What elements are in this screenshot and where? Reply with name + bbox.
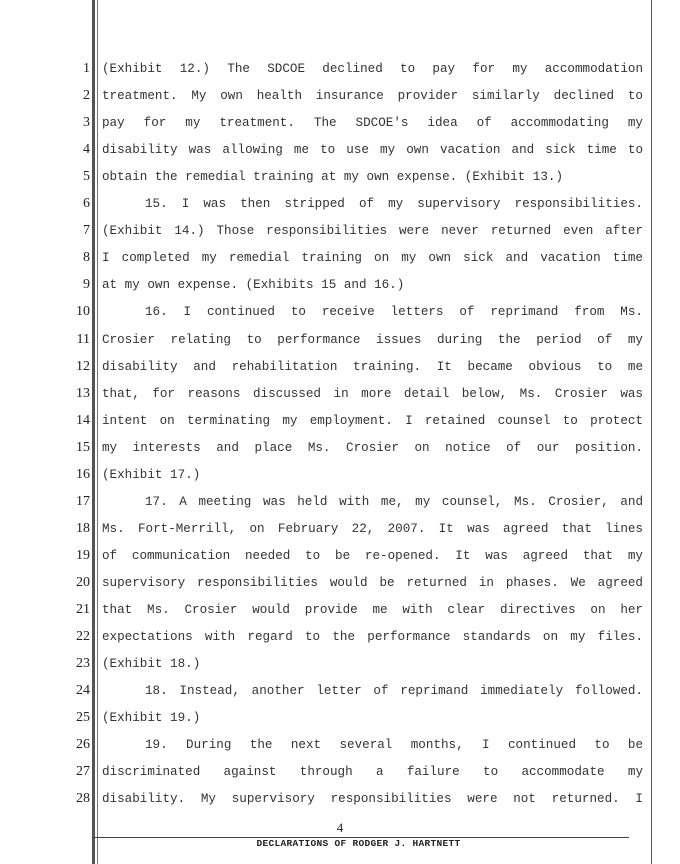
line-number: 19 xyxy=(76,547,90,563)
text-line: that, for reasons discussed in more detail below, Ms. Crosier was xyxy=(102,386,643,401)
line-number: 5 xyxy=(83,169,90,185)
text-line: disability and rehabilitation training. It became obvious to me xyxy=(102,359,643,374)
line-number: 13 xyxy=(76,385,90,401)
line-number: 2 xyxy=(83,88,90,104)
line-number: 22 xyxy=(76,629,90,645)
line-number: 17 xyxy=(76,493,90,509)
line-number: 28 xyxy=(76,791,90,807)
text-line: at my own expense. (Exhibits 15 and 16.) xyxy=(102,278,405,293)
text-line: my interests and place Ms. Crosier on notice of our position. xyxy=(102,440,643,455)
line-number: 1 xyxy=(83,61,90,76)
left-margin-rule-inner xyxy=(97,0,98,864)
text-line: discriminated against through a failure to accommodate my xyxy=(102,765,643,780)
text-line: (Exhibit 17.) xyxy=(102,467,201,482)
text-line: (Exhibit 14.) Those responsibilities were never returned even after xyxy=(102,224,643,239)
text-line: 15. I was then stripped of my supervisory responsibilities. xyxy=(145,197,643,212)
text-line: (Exhibit 18.) xyxy=(102,657,201,672)
line-number: 24 xyxy=(76,683,90,699)
text-line: expectations with regard to the performance standards on my files. xyxy=(102,630,643,645)
left-margin-rule xyxy=(92,0,95,864)
line-number: 12 xyxy=(76,358,90,374)
line-number: 25 xyxy=(76,710,90,726)
line-number: 9 xyxy=(83,277,90,293)
text-line: 18. Instead, another letter of reprimand immediately followed. xyxy=(145,684,643,699)
text-line: supervisory responsibilities would be returned in phases. We agreed xyxy=(102,575,643,590)
line-number: 14 xyxy=(76,412,90,428)
line-number: 23 xyxy=(76,656,90,672)
text-line: 17. A meeting was held with me, my counsel, Ms. Crosier, and xyxy=(145,494,643,509)
line-number: 15 xyxy=(76,439,90,455)
text-line: (Exhibit 12.) The SDCOE declined to pay for my accommodation xyxy=(102,62,643,76)
right-margin-rule xyxy=(651,0,652,864)
line-number: 11 xyxy=(76,331,90,347)
footer-title: DECLARATIONS OF RODGER J. HARTNETT xyxy=(256,838,461,849)
text-line: I completed my remedial training on my own sick and vacation time xyxy=(102,251,643,266)
page-number: 4 xyxy=(336,820,344,835)
text-line: disability was allowing me to use my own vacation and sick time to xyxy=(102,143,643,158)
line-number: 26 xyxy=(76,737,90,753)
line-number: 4 xyxy=(83,142,90,158)
text-line: Crosier relating to performance issues during the period of my xyxy=(102,332,643,347)
line-number: 6 xyxy=(83,196,90,212)
text-line: pay for my treatment. The SDCOE's idea of accommodating my xyxy=(102,116,643,131)
line-number: 8 xyxy=(83,250,90,266)
text-line: treatment. My own health insurance provider similarly declined to xyxy=(102,89,643,104)
line-number: 20 xyxy=(76,574,90,590)
text-line: 16. I continued to receive letters of reprimand from Ms. xyxy=(145,305,643,320)
text-line: intent on terminating my employment. I retained counsel to protect xyxy=(102,413,643,428)
text-line: that Ms. Crosier would provide me with clear directives on her xyxy=(102,603,643,617)
line-number: 10 xyxy=(76,304,90,320)
text-line: disability. My supervisory responsibilities were not returned. I xyxy=(102,792,643,807)
line-number: 27 xyxy=(76,764,90,780)
line-number: 3 xyxy=(83,115,90,131)
text-line: (Exhibit 19.) xyxy=(102,711,201,726)
text-line: obtain the remedial training at my own expense. (Exhibit 13.) xyxy=(102,170,564,185)
line-number: 18 xyxy=(76,520,90,536)
text-line: Ms. Fort-Merrill, on February 22, 2007. It was agreed that lines xyxy=(102,521,643,536)
text-line: of communication needed to be re-opened. It was agreed that my xyxy=(102,548,643,563)
line-number: 16 xyxy=(76,466,90,482)
text-line: 19. During the next several months, I continued to be xyxy=(145,738,643,753)
line-number: 7 xyxy=(83,223,90,239)
line-number: 21 xyxy=(76,602,90,617)
